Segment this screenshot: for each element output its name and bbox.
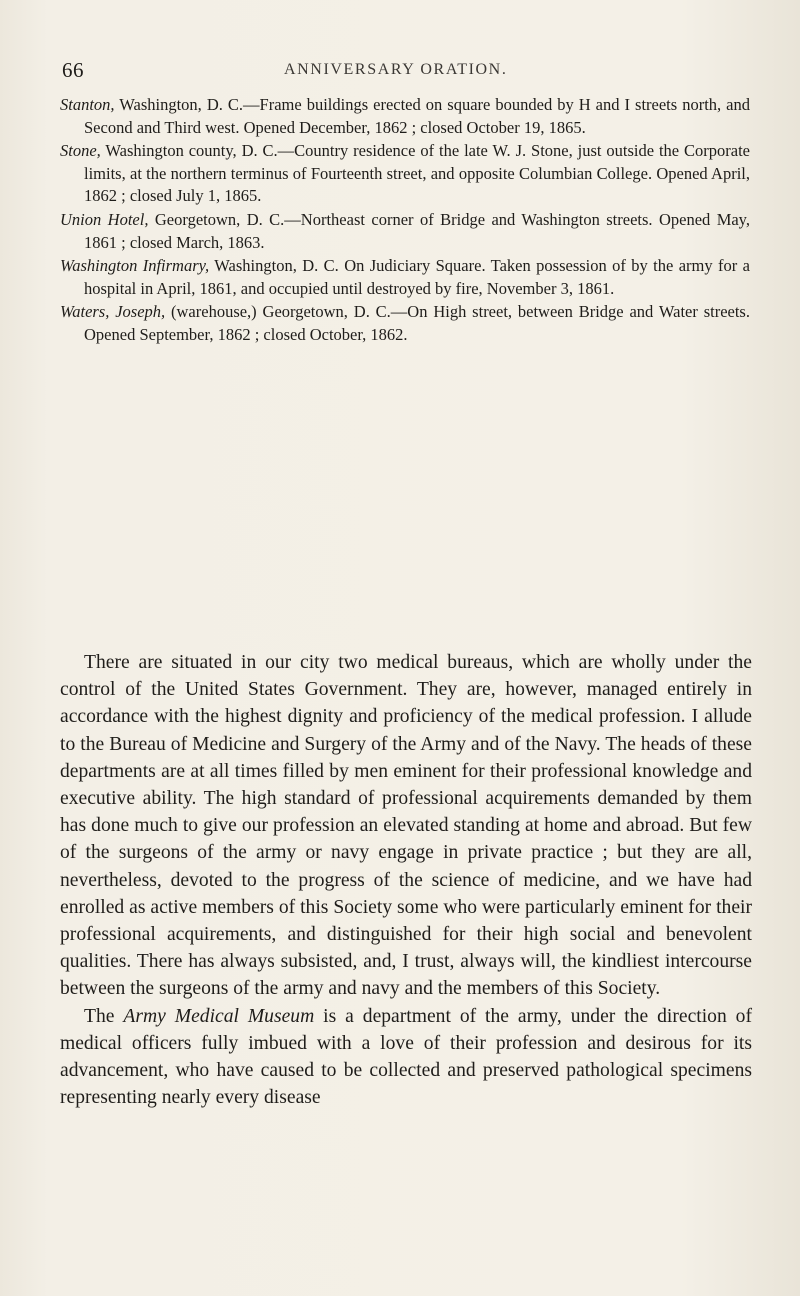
list-item bbox=[60, 140, 750, 208]
entry-name: Waters, Joseph, bbox=[60, 302, 166, 322]
entry-text: Washington county, D. C.—Country residence of the late W. J. Stone, just outside the Corporate limits, at the northern terminus of Fourteenth street, and opposite Columbian College. Opened April, 1862 ; closed July 1, 1865. bbox=[84, 141, 750, 206]
entry-name: Stanton, bbox=[60, 95, 115, 114]
entry-name: Washington Infirmary, bbox=[60, 256, 210, 276]
paragraph-lead: The bbox=[84, 1005, 124, 1027]
paragraph-medical-bureaus: There are situated in our city two medical bureaus, which are wholly under the control of the United States Government. They are, however, managed entirely in accordance with the highest dignity and proficiency of the medical profession. I allude to the Bureau of Medicine and Surgery of the Army and of the Navy. The heads of these departments are at all times filled by men eminent for their professional knowledge and executive ability. The high standard of professional acquirements demanded by them has done much to give our profession an elevated standing at home and abroad. But few of the surgeons of the army or navy engage in private practice ; but they are all, nevertheless, devoted to the progress of the science of medicine, and we have had enrolled as active members of this Society some who were particularly eminent for their professional acquirements, and distinguished for their high social and benevolent qualities. There has always subsisted, and, I trust, always will, the kindliest intercourse between the surgeons of the army and navy and the members of this Society. bbox=[60, 652, 752, 1000]
entry-text: (warehouse,) Georgetown, D. C.—On High street, between Bridge and Water streets. Opened September, 1862 ; closed October, 1862. bbox=[84, 302, 750, 344]
entry-text: Washington, D. C.—Frame buildings erected on square bounded by H and I streets north, and Second and Third west. Opened December, 1862 ; closed October 19, 1865. bbox=[84, 95, 750, 137]
entry-text: Washington, D. C. On Judiciary Square. Taken possession of by the army for a hospital in April, 1861, and occupied until destroyed by fire, November 3, 1861. bbox=[84, 256, 750, 298]
running-head: ANNIVERSARY ORATION. bbox=[284, 61, 508, 78]
paragraph-rest: is a department of the army, under the direction of medical officers fully imbued with a love of their profession and desirous for its advancement, who have caused to be collected and preserved pathological specimens representing nearly every disease bbox=[60, 1005, 752, 1109]
hospital-list bbox=[60, 94, 750, 348]
entry-text: Georgetown, D. C.—Northeast corner of Bridge and Washington streets. Opened May, 1861 ; closed March, 1863. bbox=[84, 209, 750, 252]
museum-name: Army Medical Museum bbox=[123, 1005, 315, 1027]
list-item bbox=[60, 255, 750, 300]
page-header bbox=[62, 58, 742, 88]
page-number: 66 bbox=[62, 58, 84, 82]
entry-name: Union Hotel, bbox=[60, 209, 149, 229]
list-item bbox=[60, 209, 750, 254]
paragraph-army-medical-museum bbox=[60, 1003, 752, 1112]
list-item bbox=[60, 301, 750, 346]
list-item bbox=[60, 94, 750, 139]
entry-name: Stone, bbox=[60, 141, 101, 161]
body-text bbox=[60, 649, 752, 1111]
